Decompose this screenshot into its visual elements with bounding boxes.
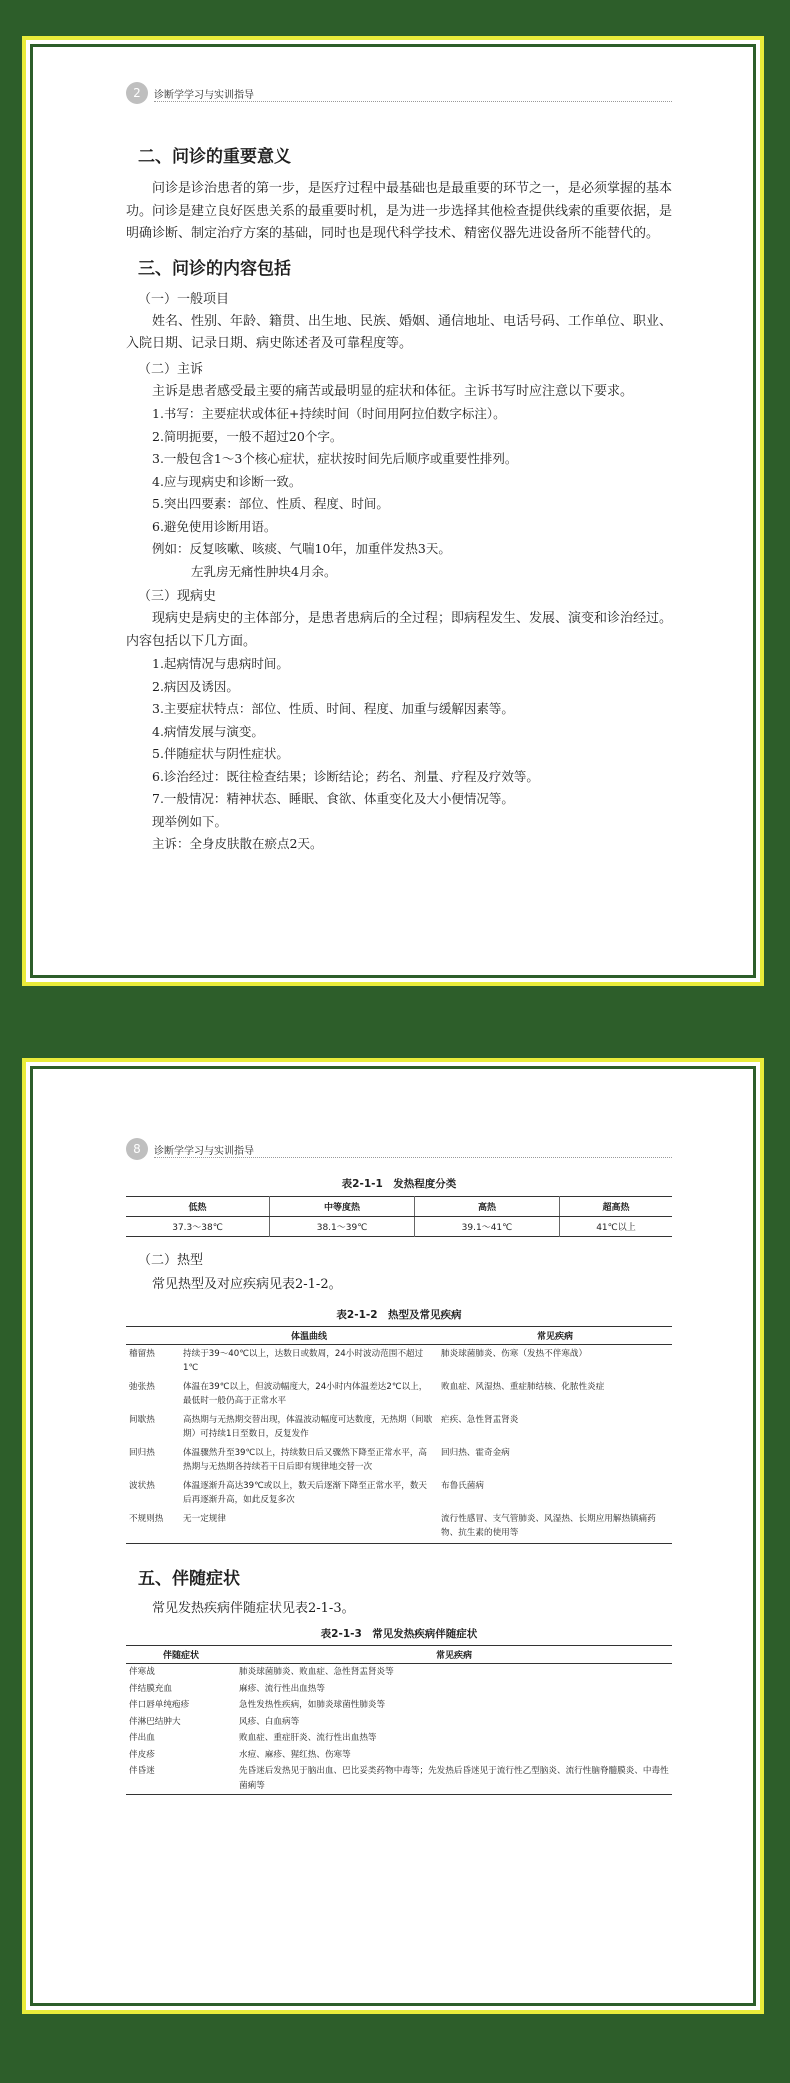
fever-type-table — [126, 1326, 672, 1544]
table-header-row — [126, 1197, 672, 1217]
table-header-cell: 超高热 — [559, 1197, 672, 1217]
table-cell: 风疹、白血病等 — [239, 1716, 300, 1727]
table-cell: 伴昏迷 — [129, 1766, 155, 1776]
table-cell: 37.3～38℃ — [172, 1223, 223, 1233]
list-item: 3.主要症状特点：部位、性质、时间、程度、加重与缓解因素等。 — [152, 701, 514, 716]
table-header-cell: 常见疾病 — [438, 1326, 672, 1344]
list-item: 6.诊治经过：既往检查结果；诊断结论；药名、剂量、疗程及疗效等。 — [152, 768, 539, 784]
fever-degree-table — [126, 1196, 672, 1237]
table-header-row — [126, 1326, 672, 1344]
table-header-cell: 体温曲线 — [180, 1326, 438, 1344]
table-cell: 疟疾、急性肾盂肾炎 — [441, 1414, 519, 1425]
table-row — [126, 1730, 672, 1747]
table-cell: 弛张热 — [129, 1381, 155, 1392]
table-cell: 38.1～39℃ — [270, 1217, 415, 1237]
table-header-cell: 中等度热 — [270, 1197, 415, 1217]
example-line: 主诉：全身皮肤散在瘀点2天。 — [152, 836, 323, 851]
subsection-1-text: 姓名、性别、年龄、籍贯、出生地、民族、婚姻、通信地址、电话号码、工作单位、职业、入院日期、记录日期、病史陈述者及可靠程度等。 — [126, 313, 673, 351]
page-number: 8 — [126, 1138, 148, 1160]
section-2-title: 二、问诊的重要意义 — [138, 147, 291, 167]
list-item: 2.简明扼要，一般不超过20个字。 — [152, 428, 343, 444]
table-cell: 伴出血 — [129, 1733, 155, 1743]
table-cell: 稽留热 — [129, 1348, 155, 1359]
table-cell: 伴口唇单纯疱疹 — [129, 1700, 190, 1710]
table-row — [126, 1510, 672, 1544]
list-item: 5.突出四要素：部位、性质、程度、时间。 — [152, 496, 389, 511]
table-row — [126, 1217, 672, 1237]
list-item: 7.一般情况：精神状态、睡眠、食欲、体重变化及大小便情况等。 — [152, 791, 514, 806]
table-cell: 回归热、霍奇金病 — [441, 1447, 510, 1458]
table-row — [126, 1763, 672, 1795]
subsection-3-title: （三）现病史 — [138, 589, 217, 604]
list-item: 4.应与现病史和诊断一致。 — [152, 473, 302, 489]
page-2 — [22, 1058, 764, 2014]
table-cell: 体温逐渐升高达39℃或以上，数天后逐渐下降至正常水平，数天后再逐渐升高，如此反复多次 — [183, 1480, 428, 1505]
table-cell: 持续于39～40℃以上，达数日或数周，24小时波动范围不超过1℃ — [183, 1348, 424, 1373]
header-divider — [154, 101, 672, 102]
table-header-cell: 低热 — [126, 1197, 270, 1217]
table-row — [126, 1344, 672, 1378]
table-cell: 水痘、麻疹、猩红热、伤寒等 — [239, 1749, 351, 1760]
table-cell: 无一定规律 — [183, 1513, 226, 1524]
table-cell: 败血症、重症肝炎、流行性出血热等 — [239, 1733, 377, 1743]
subsection-2-title: （二）主诉 — [138, 361, 204, 377]
accompanying-symptoms-table — [126, 1645, 672, 1795]
list-item: 1.书写：主要症状或体征+持续时间（时间用阿拉伯数字标注）。 — [152, 406, 506, 421]
table-3-caption: 表2-1-3 常见发热疾病伴随症状 — [320, 1628, 478, 1640]
list-item: 4.病情发展与演变。 — [152, 723, 264, 739]
table-cell: 布鲁氏菌病 — [441, 1480, 484, 1491]
table-cell: 伴寒战 — [129, 1667, 155, 1677]
table-header-cell: 伴随症状 — [126, 1646, 236, 1664]
header-divider — [154, 1157, 672, 1158]
book-title: 诊断学学习与实训指导 — [154, 90, 254, 101]
table-cell: 败血症、风湿热、重症肺结核、化脓性炎症 — [441, 1381, 605, 1392]
table-cell: 体温骤然升至39℃以上，持续数日后又骤然下降至正常水平，高热期与无热期各持续若干日后即有规律地交替一次 — [183, 1447, 428, 1472]
table-cell: 肺炎球菌肺炎、败血症、急性肾盂肾炎等 — [239, 1667, 394, 1677]
table-row — [126, 1681, 672, 1698]
section-2-text: 问诊是诊治患者的第一步，是医疗过程中最基础也是最重要的环节之一，是必须掌握的基本功。问诊是建立良好医患关系的最重要时机，是为进一步选择其他检查提供线索的重要依据，是明确诊断、制定治疗方案的基础，同时也是现代科学技术、精密仪器先进设备所不能替代的。 — [126, 181, 673, 241]
table-header-cell: 高热 — [415, 1197, 560, 1217]
table-cell: 高热期与无热期交替出现，体温波动幅度可达数度，无热期（间歇期）可持续1日至数日，反复发作 — [183, 1414, 433, 1439]
example-line: 左乳房无痛性肿块4月余。 — [191, 563, 337, 579]
subsection-1-title: （一）一般项目 — [138, 291, 230, 307]
list-item: 1.起病情况与患病时间。 — [152, 656, 289, 671]
list-item: 2.病因及诱因。 — [152, 678, 239, 694]
section-5-text: 常见发热疾病伴随症状见表2-1-3。 — [152, 1600, 355, 1616]
subsection-text: 常见热型及对应疾病见表2-1-2。 — [152, 1277, 342, 1292]
table-row — [126, 1664, 672, 1681]
table-row — [126, 1444, 672, 1477]
list-item: 5.伴随症状与阴性症状。 — [152, 746, 289, 761]
table-row — [126, 1747, 672, 1764]
table-row — [126, 1714, 672, 1731]
table-cell: 不规则热 — [129, 1513, 164, 1524]
book-title: 诊断学学习与实训指导 — [154, 1146, 254, 1157]
table-cell: 肺炎球菌肺炎、伤寒（发热不伴寒战） — [441, 1348, 588, 1359]
table-cell: 先昏迷后发热见于脑出血、巴比妥类药物中毒等；先发热后昏迷见于流行性乙型脑炎、流行性脑脊髓膜炎、中毒性菌痢等 — [239, 1766, 669, 1791]
table-cell: 体温在39℃以上，但波动幅度大，24小时内体温差达2℃以上，最低时一般仍高于正常水平 — [183, 1381, 428, 1406]
table-cell: 41℃以上 — [559, 1217, 672, 1237]
list-item: 3.一般包含1～3个核心症状，症状按时间先后顺序或重要性排列。 — [152, 451, 518, 466]
page-1-body — [126, 144, 672, 856]
table-cell: 伴皮疹 — [129, 1749, 155, 1760]
table-row — [126, 1411, 672, 1444]
subsection-3-text: 现病史是病史的主体部分，是患者患病后的全过程；即病程发生、发展、演变和诊治经过。内容包括以下几方面。 — [126, 611, 673, 649]
list-item: 6.避免使用诊断用语。 — [152, 518, 277, 534]
table-row — [126, 1378, 672, 1411]
table-cell: 麻疹、流行性出血热等 — [239, 1683, 325, 1694]
example-intro: 现举例如下。 — [152, 813, 228, 829]
table-cell: 回归热 — [129, 1447, 155, 1458]
table-cell: 伴结膜充血 — [129, 1683, 172, 1694]
page-1 — [22, 36, 764, 986]
table-header-cell: 常见疾病 — [236, 1646, 672, 1664]
table-header-row — [126, 1646, 672, 1664]
table-cell: 间歇热 — [129, 1414, 155, 1425]
page-header — [126, 82, 672, 106]
table-cell: 流行性感冒、支气管肺炎、风湿热、长期应用解热镇痛药物、抗生素的使用等 — [441, 1513, 656, 1538]
table-cell: 伴淋巴结肿大 — [129, 1716, 181, 1727]
table-row — [126, 1697, 672, 1714]
table-cell: 急性发热性疾病，如肺炎球菌性肺炎等 — [239, 1700, 386, 1710]
subsection-2-text: 主诉是患者感受最主要的痛苦或最明显的症状和体征。主诉书写时应注意以下要求。 — [152, 383, 634, 399]
subsection-title: （二）热型 — [138, 1253, 204, 1268]
section-3-title: 三、问诊的内容包括 — [138, 258, 291, 279]
page-number: 2 — [126, 82, 148, 104]
section-5-title: 五、伴随症状 — [138, 1568, 240, 1589]
table-cell: 波状热 — [129, 1480, 155, 1491]
table-row — [126, 1477, 672, 1510]
page-2-body — [126, 1176, 672, 1795]
example-line: 例如：反复咳嗽、咳痰、气喘10年，加重伴发热3天。 — [152, 541, 451, 556]
table-cell: 39.1～41℃ — [415, 1217, 560, 1237]
page-header — [126, 1138, 672, 1162]
table-1-caption: 表2-1-1 发热程度分类 — [341, 1178, 457, 1190]
table-2-caption: 表2-1-2 热型及常见疾病 — [336, 1308, 462, 1321]
table-header-cell — [126, 1326, 180, 1344]
